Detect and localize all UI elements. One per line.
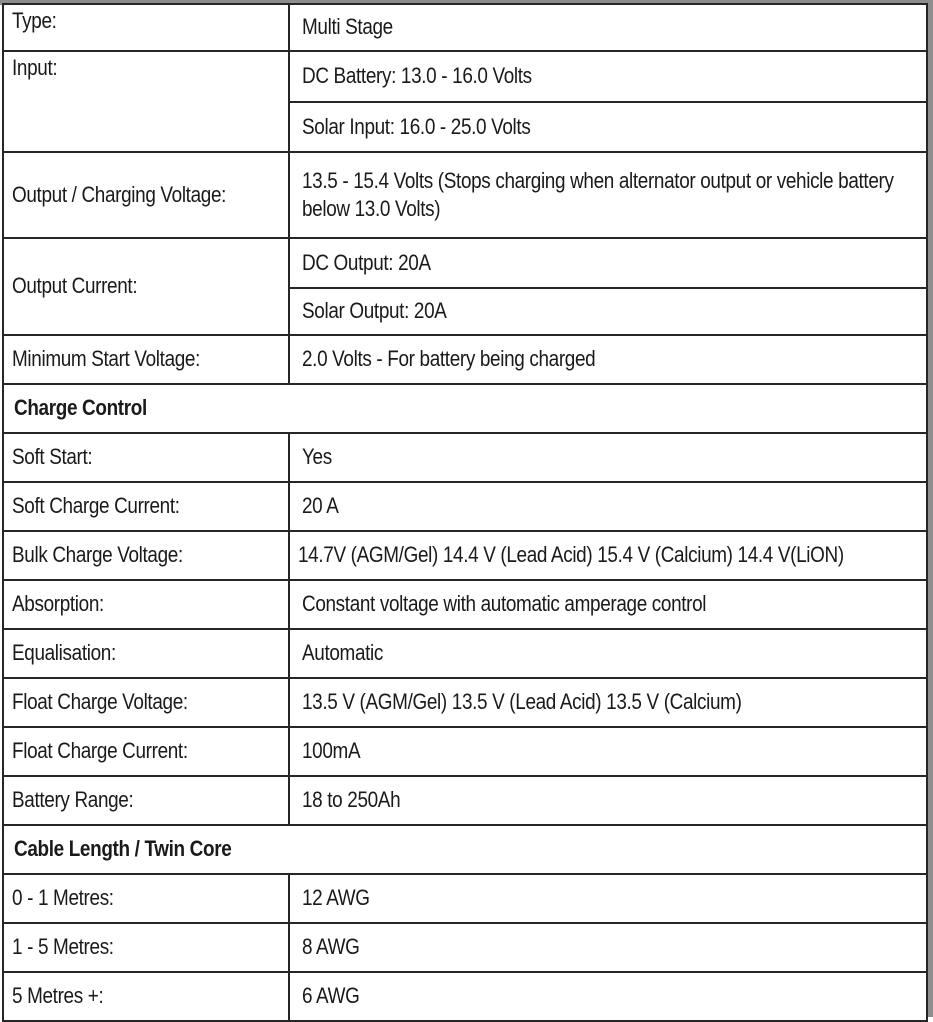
row-value: DC Output: 20A [289, 238, 927, 288]
row-label: 1 - 5 Metres: [3, 923, 289, 972]
row-value: 2.0 Volts - For battery being charged [289, 335, 927, 384]
row-label: Battery Range: [3, 776, 289, 825]
row-label: Float Charge Voltage: [3, 678, 289, 727]
row-value: Constant voltage with automatic amperage control [289, 580, 927, 629]
specification-table [2, 3, 928, 1022]
row-label: 5 Metres +: [3, 972, 289, 1021]
row-value: Solar Input: 16.0 - 25.0 Volts [289, 102, 927, 152]
table-row [3, 972, 927, 1021]
row-label: Output / Charging Voltage: [3, 152, 289, 238]
row-label: Absorption: [3, 580, 289, 629]
row-label: Bulk Charge Voltage: [3, 531, 289, 580]
table-row [3, 580, 927, 629]
table-row [3, 335, 927, 384]
row-label: 0 - 1 Metres: [3, 874, 289, 923]
row-value: 13.5 - 15.4 Volts (Stops charging when alternator output or vehicle battery below 13.0 Volts) [289, 152, 927, 238]
row-label: Soft Charge Current: [3, 482, 289, 531]
row-label: Type: [3, 4, 289, 51]
row-label: Equalisation: [3, 629, 289, 678]
row-value: Yes [289, 433, 927, 482]
table-row [3, 923, 927, 972]
row-label: Float Charge Current: [3, 727, 289, 776]
table-row [3, 874, 927, 923]
row-label: Minimum Start Voltage: [3, 335, 289, 384]
row-label: Input: [3, 51, 289, 152]
table-row [3, 152, 927, 238]
table-row [3, 238, 927, 288]
section-header-row [3, 384, 927, 433]
table-row [3, 629, 927, 678]
row-value: 13.5 V (AGM/Gel) 13.5 V (Lead Acid) 13.5 V (Calcium) [289, 678, 927, 727]
right-border-shade [928, 0, 933, 1017]
table-row [3, 727, 927, 776]
section-header-row [3, 825, 927, 874]
section-heading: Cable Length / Twin Core [3, 825, 927, 874]
section-heading: Charge Control [3, 384, 927, 433]
row-value: Automatic [289, 629, 927, 678]
row-value: Multi Stage [289, 4, 927, 51]
row-value: 14.7V (AGM/Gel) 14.4 V (Lead Acid) 15.4 V (Calcium) 14.4 V(LiON) [289, 531, 927, 580]
table-row [3, 51, 927, 102]
row-value: 8 AWG [289, 923, 927, 972]
row-value: 100mA [289, 727, 927, 776]
table-row [3, 4, 927, 51]
table-row [3, 482, 927, 531]
table-row [3, 433, 927, 482]
row-value: 12 AWG [289, 874, 927, 923]
row-value: 6 AWG [289, 972, 927, 1021]
row-label: Soft Start: [3, 433, 289, 482]
row-value: DC Battery: 13.0 - 16.0 Volts [289, 51, 927, 102]
row-value: Solar Output: 20A [289, 288, 927, 335]
row-value: 18 to 250Ah [289, 776, 927, 825]
row-label: Output Current: [3, 238, 289, 335]
row-value: 20 A [289, 482, 927, 531]
table-row [3, 531, 927, 580]
table-row [3, 776, 927, 825]
table-row [3, 678, 927, 727]
